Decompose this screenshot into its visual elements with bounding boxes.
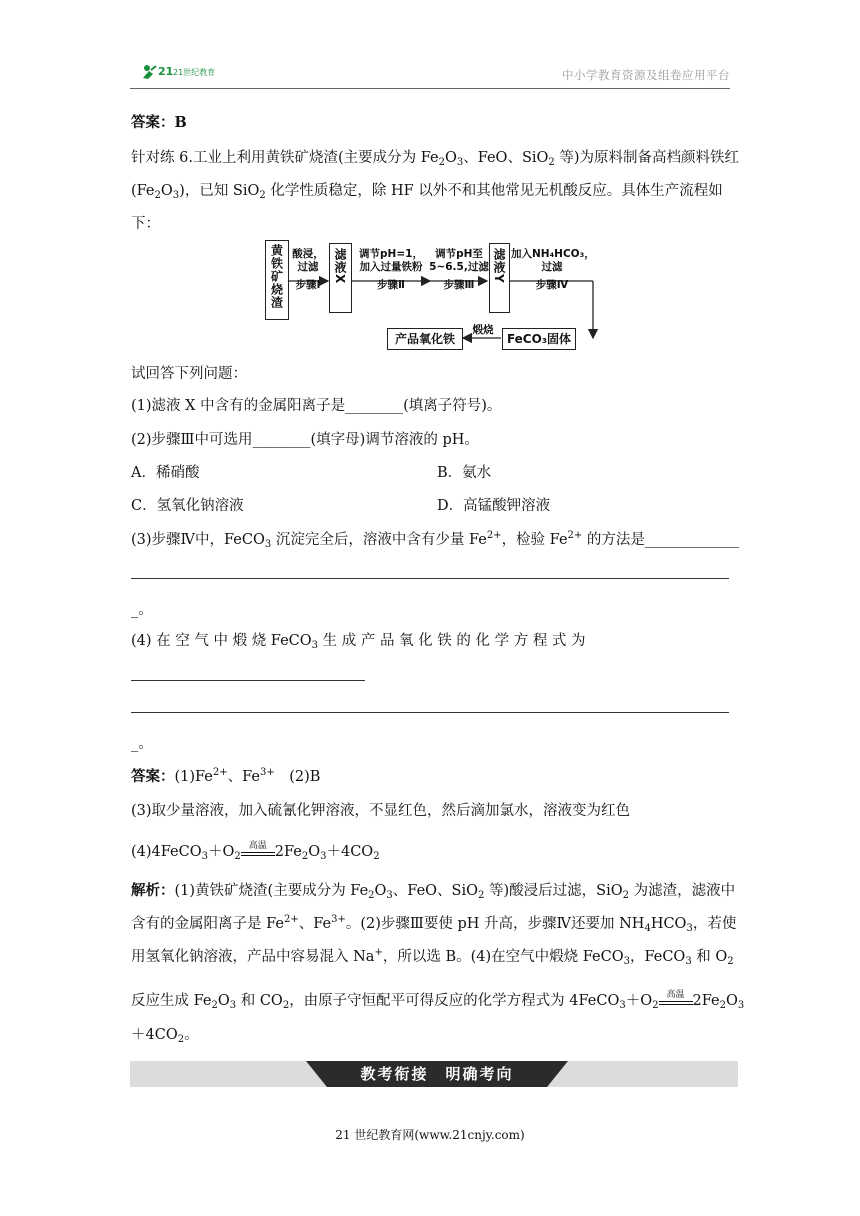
filtrate-x-box: 滤液X [329, 243, 352, 313]
raw-material-box: 黄铁矿烧渣 [265, 240, 289, 320]
svg-text:21: 21 [158, 65, 174, 78]
question-2: (2)步骤Ⅲ中可选用________(填字母)调节溶液的 pH。 [131, 432, 479, 448]
problem-line-1: 针对练 6.工业上利用黄铁矿烧渣(主要成分为 $Fe_2O_3$、FeO、SiO$_2$ 等)为原料制备高档颜料铁红 [131, 150, 740, 168]
platform-name: 中小学教育资源及组卷应用平台 [562, 68, 730, 82]
option-d: D．高锰酸钾溶液 [437, 498, 551, 514]
answer-equation: $(4)4FeCO_3+O_2$ 高温 $2Fe_2O_3+4CO_2$ [131, 841, 380, 862]
question-4-end: _。 [131, 736, 153, 752]
calcine-label: 煅烧 [472, 324, 494, 336]
question-1: (1)滤液 X 中含有的金属阳离子是________(填离子符号)。 [131, 398, 502, 414]
analysis-line-4: 反应生成 $Fe_2O_3$ 和 $CO_2$，由原子守恒配平可得反应的化学方程式为 $4FeCO_3+O_2$ 高温 $2Fe_2O_3$ [131, 990, 745, 1011]
reaction-condition: 高温 [241, 846, 275, 856]
prev-answer: 答案：B [131, 114, 187, 131]
page-header [130, 58, 730, 89]
feco3-solid-box: FeCO₃固体 [502, 328, 576, 350]
logo-icon [140, 62, 220, 80]
option-a: A．稀硝酸 [131, 465, 200, 481]
step2-label: 调节pH=1， 加入过量铁粉 步骤Ⅱ [359, 248, 423, 291]
problem-line-2: $(Fe_2O_3)$，已知 SiO$_2$ 化学性质稳定，除 HF 以外不和其他常见无机酸反应。具体生产流程如 [131, 183, 723, 201]
section-banner-title: 教考衔接 明确考向 [360, 1065, 514, 1083]
filtrate-y-box: 滤液Y [489, 243, 510, 313]
prompt-text: 试回答下列问题： [131, 366, 247, 382]
product-box: 产品氧化铁 [387, 328, 463, 350]
step4-label: 加入NH₄HCO₃， 过滤 步骤Ⅳ [511, 248, 595, 291]
question-3-end: _。 [131, 602, 153, 618]
answer-line-2: (3)取少量溶液，加入硫氰化钾溶液，不显红色，然后滴加氯水，溶液变为红色 [131, 803, 631, 819]
answer-blank-line [131, 680, 365, 681]
option-b: B．氨水 [437, 465, 492, 481]
answer-blank-line [131, 712, 729, 713]
option-c: C．氢氧化钠溶液 [131, 498, 244, 514]
answer-blank-line [131, 578, 729, 579]
question-3: (3)步骤Ⅳ中，FeCO$_3$ 沉淀完全后，溶液中含有少量 $Fe^{2+}$，检验 $Fe^{2+}$ 的方法是_____________ [131, 530, 740, 550]
step3-label: 调节pH至 5~6.5,过滤 步骤Ⅲ [429, 248, 489, 291]
analysis-line-2: 含有的金属阳离子是 $Fe^{2+}$、$Fe^{3+}$。(2)步骤Ⅲ要使 pH 升高，步骤Ⅳ还要加 $NH_4HCO_3$，若使 [131, 914, 737, 934]
page-footer: 21 世纪教育网(www.21cnjy.com) [335, 1128, 525, 1142]
step1-label: 酸浸， 过滤 步骤Ⅰ [292, 248, 324, 291]
svg-text:21世纪教育: 21世纪教育 [173, 68, 216, 77]
analysis-line-3: 用氢氧化钠溶液，产品中容易混入 Na+，所以选 B。(4)在空气中煅烧 FeCO$_3$，FeCO$_3$ 和 $O_2$ [131, 947, 734, 967]
analysis-line-1: 解析：(1)黄铁矿烧渣(主要成分为 $Fe_2O_3$、FeO、SiO$_2$ 等)酸浸后过滤，SiO$_2$ 为滤渣，滤液中 [131, 882, 736, 901]
problem-line-3: 下： [131, 216, 160, 232]
answer-line-1: 答案：$(1)Fe^{2+}$、$Fe^{3+}$ (2)B [131, 767, 321, 785]
question-4: (4) 在 空 气 中 煅 烧 FeCO$_3$ 生 成 产 品 氧 化 铁 的 化 学 方 程 式 为 [131, 633, 586, 651]
process-flowchart [265, 240, 605, 350]
analysis-line-5: $+4CO_2$。 [131, 1027, 199, 1045]
reaction-condition: 高温 [659, 995, 693, 1005]
